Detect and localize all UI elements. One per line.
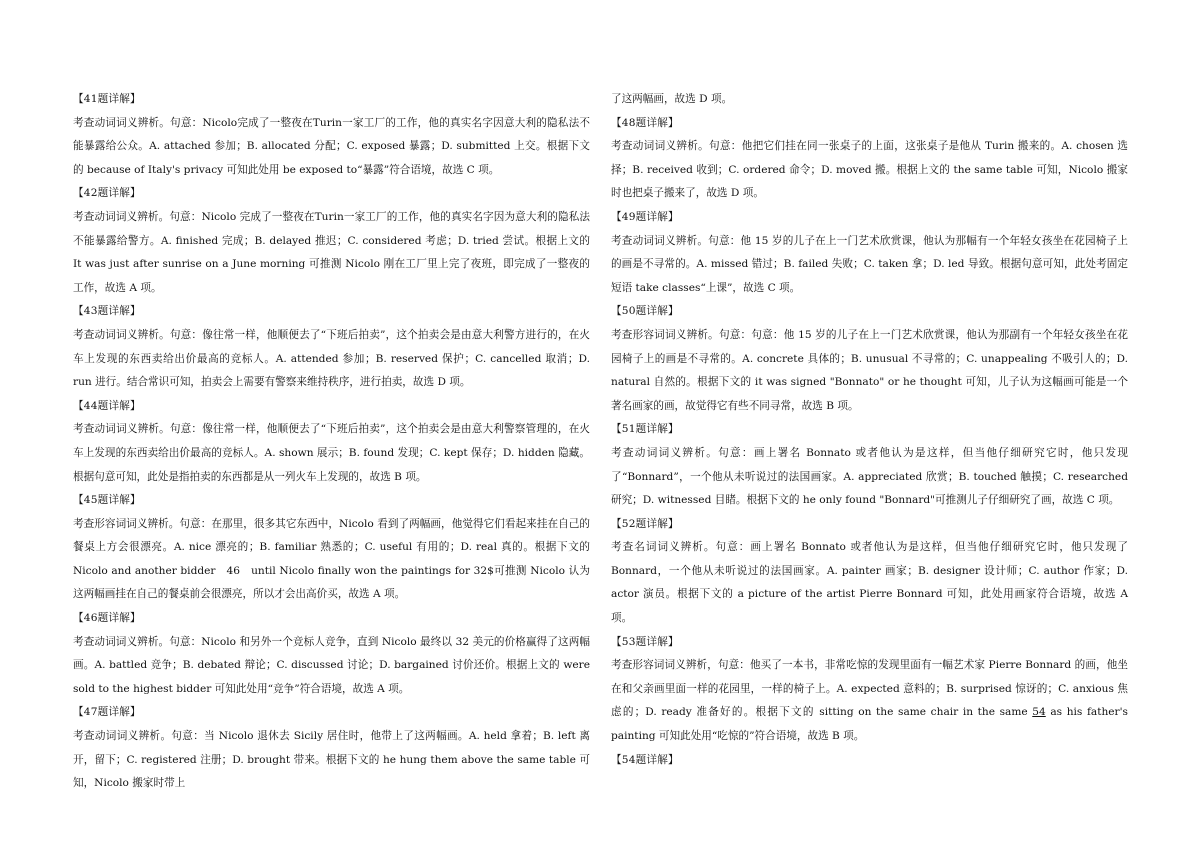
heading-49: 【49题详解】 xyxy=(611,210,679,223)
explanation-48: 考查动词词义辨析。句意：他把它们挂在同一张桌子的上面，这张桌子是他从 Turin 搬来的。A. chosen 选择；B. received 收到；C. ordered 命令；D. moved 搬。根据上文的 the same table 可知，Nicolo 搬家时也把桌子搬来了，故选 D 项。 xyxy=(611,140,1128,200)
answer-43 xyxy=(73,300,590,394)
answer-51 xyxy=(611,418,1128,512)
answer-52 xyxy=(611,513,1128,631)
answer-45 xyxy=(73,489,590,607)
explanation-46: 考查动词词义辨析。句意：Nicolo 和另外一个竞标人竞争，直到 Nicolo 最终以 32 美元的价格赢得了这两幅画。A. battled 竞争；B. debated 辩论；C. discussed 讨论；D. bargained 讨价还价。根据上文的 were sold to the highest bidder 可知此处用“竞争”符合语境，故选 A 项。 xyxy=(73,635,590,695)
heading-46: 【46题详解】 xyxy=(73,612,141,625)
explanation-49: 考查动词词义辨析。句意：他 15 岁的儿子在上一门艺术欣赏课，他认为那幅有一个年轻女孩坐在花园椅子上的画是不寻常的。A. missed 错过；B. failed 失败；C. taken 拿；D. led 导致。根据句意可知，此处考固定短语 take classes“上课”，故选 C 项。 xyxy=(611,234,1128,294)
heading-51: 【51题详解】 xyxy=(611,423,679,436)
heading-52: 【52题详解】 xyxy=(611,517,679,530)
left-column xyxy=(73,88,590,796)
heading-54: 【54题详解】 xyxy=(611,753,679,766)
answer-48 xyxy=(611,112,1128,206)
explanation-44: 考查动词词义辨析。句意：像往常一样，他顺便去了“下班后拍卖”，这个拍卖会是由意大利警察管理的，在火车上发现的东西卖给出价最高的竞标人。A. shown 展示；B. found 发现；C. kept 保存；D. hidden 隐藏。根据句意可知，此处是指拍卖的东西都是从一列火车上发现的，故选 B 项。 xyxy=(73,423,590,483)
heading-50: 【50题详解】 xyxy=(611,305,679,318)
heading-44: 【44题详解】 xyxy=(73,399,141,412)
heading-47: 【47题详解】 xyxy=(73,706,141,719)
explanation-52: 考查名词词义辨析。句意：画上署名 Bonnato 或者他认为是这样，但当他仔细研究它时，他只发现了 Bonnard，一个他从未听说过的法国画家。A. painter 画家；B. designer 设计师；C. author 作家；D. actor 演员。根据下文的 a picture of the artist Pierre Bonnard 可知，此处用画家符合语境，故选 A 项。 xyxy=(611,541,1128,625)
answer-46 xyxy=(73,607,590,701)
explanation-43: 考查动词词义辨析。句意：像往常一样，他顺便去了“下班后拍卖”，这个拍卖会是由意大利警方进行的，在火车上发现的东西卖给出价最高的竞标人。A. attended 参加；B. reserved 保护；C. cancelled 取消；D. run 进行。结合常识可知，拍卖会上需要有警察来维持秩序，进行拍卖，故选 D 项。 xyxy=(73,328,590,389)
answer-49 xyxy=(611,206,1128,300)
explanation-51: 考查动词词义辨析。句意：画上署名 Bonnato 或者他认为是这样，但当他仔细研究它时，他只发现了“Bonnard”，一个他从未听说过的法国画家。A. appreciated 欣赏；B. touched 触摸；C. researched 研究；D. witnessed 目睹。根据下文的 he only found "Bonnard"可推测儿子仔细研究了画，故选 C 项。 xyxy=(611,446,1128,507)
right-column xyxy=(611,88,1128,772)
heading-43: 【43题详解】 xyxy=(73,305,141,318)
answer-47 xyxy=(73,701,590,795)
explanation-42: 考查动词词义辨析。句意：Nicolo 完成了一整夜在Turin一家工厂的工作，他的真实名字因为意大利的隐私法不能暴露给警方。A. finished 完成；B. delayed 推迟；C. considered 考虑；D. tried 尝试。根据上文的 It was just after sunrise on a June morning 可推测 Nicolo 刚在工厂里上完了夜班，即完成了一整夜的工作，故选 A 项。 xyxy=(73,210,590,294)
answer-47-continued xyxy=(611,88,1128,112)
explanation-41: 考查动词词义辨析。句意：Nicolo完成了一整夜在Turin一家工厂的工作，他的真实名字因意大利的隐私法不能暴露给公众。A. attached 参加；B. allocated 分配；C. exposed 暴露；D. submitted 上交。根据下文的 because of Italy's privacy 可知此处用 be exposed to“暴露”符合语境，故选 C 项。 xyxy=(73,116,590,176)
heading-42: 【42题详解】 xyxy=(73,187,141,200)
answer-41 xyxy=(73,88,590,182)
answer-54 xyxy=(611,749,1128,773)
explanation-53 xyxy=(611,654,1128,748)
explanation-50: 考查形容词词义辨析。句意：句意：他 15 岁的儿子在上一门艺术欣赏课，他认为那副有一个年轻女孩坐在花园椅子上的画是不寻常的。A. concrete 具体的；B. unusual 不寻常的；C. unappealing 不吸引人的；D. natural 自然的。根据下文的 it was signed "Bonnato" or he thought 可知，儿子认为这幅画可能是一个著名画家的画，故觉得它有些不同寻常，故选 B 项。 xyxy=(611,328,1128,412)
answer-42 xyxy=(73,182,590,300)
heading-53: 【53题详解】 xyxy=(611,635,679,648)
heading-45: 【45题详解】 xyxy=(73,494,141,507)
answer-53 xyxy=(611,631,1128,749)
explanation-45: 考查形容词词义辨析。句意：在那里，很多其它东西中，Nicolo 看到了两幅画，他觉得它们看起来挂在自己的餐桌上方会很漂亮。A. nice 漂亮的；B. familiar 熟悉的；C. useful 有用的；D. real 真的。根据下文的 Nicolo and another bidder 46 until Nicolo finally won the paintings for 32$可推测 Nicolo 认为这两幅画挂在自己的餐桌前会很漂亮，所以才会出高价买，故选 A 项。 xyxy=(73,517,590,601)
explanation-47-continued: 了这两幅画，故选 D 项。 xyxy=(611,93,733,105)
explanation-53-part1: 考查形容词词义辨析，句意：他买了一本书，非常吃惊的发现里面有一幅艺术家 Pierre Bonnard 的画，他坐在和父亲画里面一样的花园里，一样的椅子上。A. expected 意料的；B. surprised 惊讶的；C. anxious 焦虑的；D. ready 准备好的。根据下文的 sitting on the same chair in the same xyxy=(611,659,1128,719)
heading-48: 【48题详解】 xyxy=(611,116,679,129)
answer-50 xyxy=(611,300,1128,418)
blank-54-underline: 54 xyxy=(1032,706,1046,719)
explanation-53-part2: as his father's painting 可知此处用“吃惊的”符合语境，故选 B 项。 xyxy=(611,706,1128,743)
answer-44 xyxy=(73,395,590,489)
explanation-47: 考查动词词义辨析。句意：当 Nicolo 退休去 Sicily 居住时，他带上了这两幅画。A. held 拿着；B. left 离开，留下；C. registered 注册；D. brought 带来。根据下文的 he hung them above the same table 可知，Nicolo 搬家时带上 xyxy=(73,730,590,790)
heading-41: 【41题详解】 xyxy=(73,93,141,105)
